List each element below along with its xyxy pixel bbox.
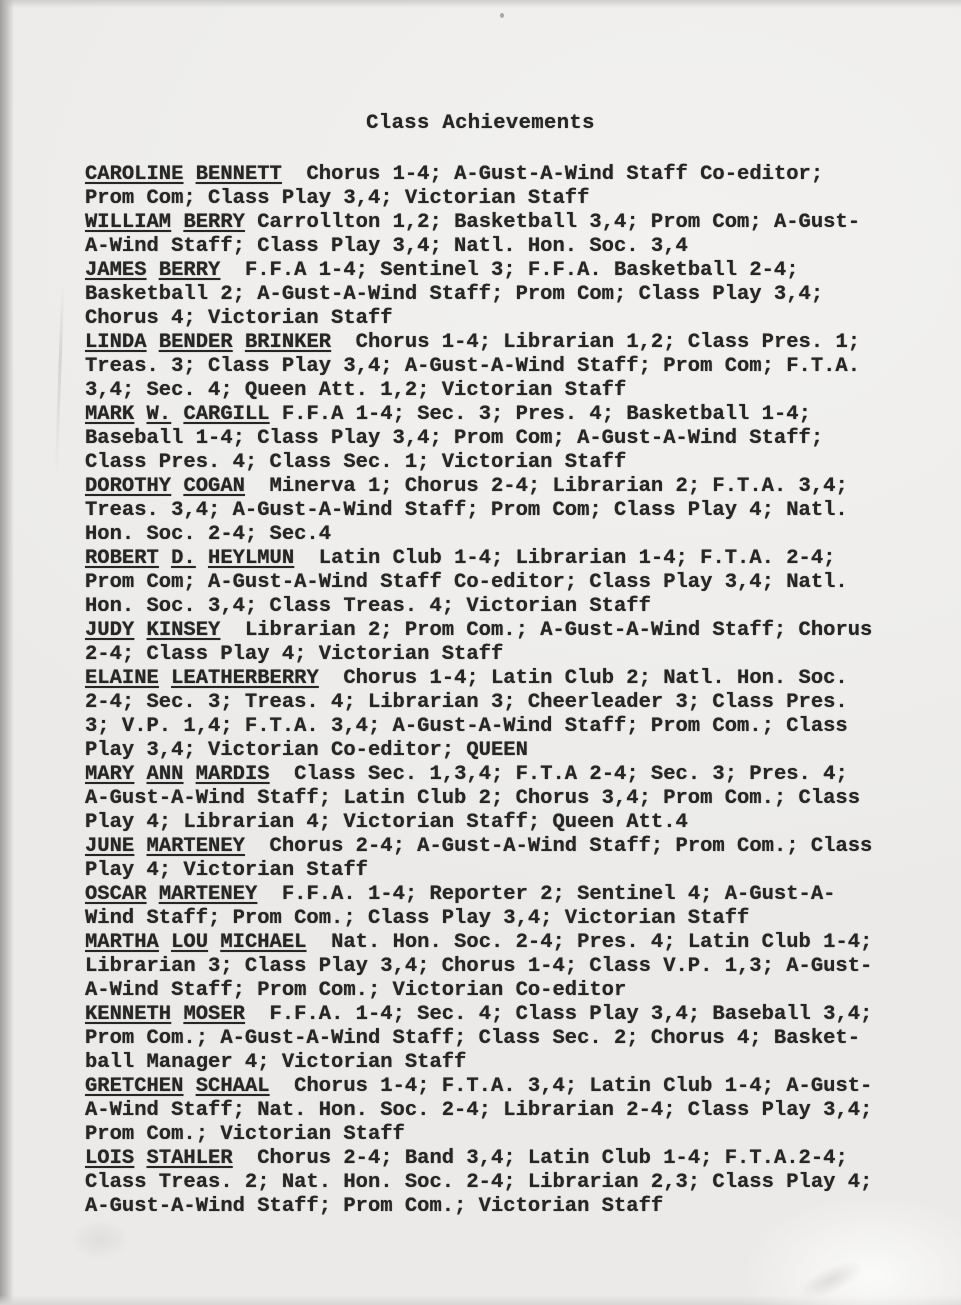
- entry-line: Prom Com.; Victorian Staff: [85, 1123, 405, 1146]
- scan-edge-left: [0, 0, 14, 1305]
- entry-line: OSCAR MARTENEY F.F.A. 1-4; Reporter 2; Sentinel 4; A-Gust-A-: [85, 883, 836, 906]
- student-name-word: OSCAR: [85, 883, 147, 906]
- achievement-entry: [85, 331, 921, 403]
- entry-line: Play 3,4; Victorian Co-editor; QUEEN: [85, 739, 528, 762]
- student-name-word: BERRY: [158, 259, 221, 282]
- achievement-entry: [85, 211, 921, 259]
- student-name-word: SCHAAL: [195, 1075, 270, 1098]
- student-name-word: LINDA: [85, 331, 147, 354]
- entry-line: DOROTHY COGAN Minerva 1; Chorus 2-4; Librarian 2; F.T.A. 3,4;: [85, 475, 848, 498]
- entry-line: Play 4; Victorian Staff: [85, 859, 368, 882]
- student-name-word: KINSEY: [146, 619, 221, 642]
- entry-line: JUDY KINSEY Librarian 2; Prom Com.; A-Gust-A-Wind Staff; Chorus: [85, 619, 873, 642]
- student-name: [85, 211, 245, 234]
- student-name: [85, 475, 245, 498]
- student-name: [85, 1003, 245, 1026]
- achievement-entry: [85, 547, 921, 619]
- achievement-entry: [85, 667, 921, 763]
- achievement-entry: [85, 403, 921, 475]
- entry-line: Class Treas. 2; Nat. Hon. Soc. 2-4; Librarian 2,3; Class Play 4;: [85, 1171, 873, 1194]
- student-name: [85, 835, 245, 858]
- entry-line: ELAINE LEATHERBERRY Chorus 1-4; Latin Club 2; Natl. Hon. Soc.: [85, 667, 848, 690]
- entry-line: 3,4; Sec. 4; Queen Att. 1,2; Victorian Staff: [85, 379, 627, 402]
- student-name-word: COGAN: [183, 475, 245, 498]
- student-name: [85, 259, 220, 282]
- student-name-word: CAROLINE: [85, 163, 184, 186]
- student-name-word: MARY: [85, 763, 135, 786]
- entry-line: Prom Com; A-Gust-A-Wind Staff Co-editor; Class Play 3,4; Natl.: [85, 571, 848, 594]
- student-name-word: D.: [171, 547, 196, 570]
- entry-line: ROBERT D. HEYLMUN Latin Club 1-4; Librarian 1-4; F.T.A. 2-4;: [85, 547, 836, 570]
- achievement-entry: [85, 163, 921, 211]
- entry-line: ball Manager 4; Victorian Staff: [85, 1051, 467, 1074]
- entry-line: MARY ANN MARDIS Class Sec. 1,3,4; F.T.A 2-4; Sec. 3; Pres. 4;: [85, 763, 848, 786]
- entry-line: MARTHA LOU MICHAEL Nat. Hon. Soc. 2-4; Pres. 4; Latin Club 1-4;: [85, 931, 873, 954]
- student-name-word: MARTENEY: [158, 883, 258, 906]
- entry-line: Prom Com.; A-Gust-A-Wind Staff; Class Sec. 2; Chorus 4; Basket-: [85, 1027, 861, 1050]
- achievement-entry: [85, 763, 921, 835]
- entry-line: WILLIAM BERRY Carrollton 1,2; Basketball 3,4; Prom Com; A-Gust-: [85, 211, 861, 234]
- entry-line: LOIS STAHLER Chorus 2-4; Band 3,4; Latin Club 1-4; F.T.A.2-4;: [85, 1147, 848, 1170]
- entry-line: Baseball 1-4; Class Play 3,4; Prom Com; A-Gust-A-Wind Staff;: [85, 427, 824, 450]
- paper-crease: [55, 285, 65, 475]
- entry-line: A-Wind Staff; Class Play 3,4; Natl. Hon. Soc. 3,4: [85, 235, 688, 258]
- student-name-word: BERRY: [183, 211, 245, 234]
- achievement-entry: [85, 835, 921, 883]
- student-name: [85, 1147, 233, 1170]
- student-name: [85, 163, 282, 186]
- entry-line: Hon. Soc. 3,4; Class Treas. 4; Victorian Staff: [85, 595, 651, 618]
- student-name-word: STAHLER: [146, 1147, 233, 1170]
- entry-line: MARK W. CARGILL F.F.A 1-4; Sec. 3; Pres. 4; Basketball 1-4;: [85, 403, 811, 426]
- student-name: [85, 667, 319, 690]
- scan-smudge-bottom-left: [70, 1220, 130, 1260]
- entry-line: Play 4; Librarian 4; Victorian Staff; Queen Att.4: [85, 811, 688, 834]
- student-name: [85, 619, 220, 642]
- entry-line: Wind Staff; Prom Com.; Class Play 3,4; Victorian Staff: [85, 907, 750, 930]
- student-name-word: MARTHA: [85, 931, 159, 954]
- student-name: [85, 331, 331, 354]
- student-name-word: BENNETT: [195, 163, 282, 186]
- student-name-word: GRETCHEN: [85, 1075, 184, 1098]
- entry-line: 2-4; Sec. 3; Treas. 4; Librarian 3; Cheerleader 3; Class Pres.: [85, 691, 848, 714]
- student-name-word: JUNE: [85, 835, 135, 858]
- entry-line: Treas. 3; Class Play 3,4; A-Gust-A-Wind Staff; Prom Com; F.T.A.: [85, 355, 861, 378]
- entry-line: Basketball 2; A-Gust-A-Wind Staff; Prom Com; Class Play 3,4;: [85, 283, 824, 306]
- student-name-word: WILLIAM: [85, 211, 172, 234]
- achievement-entry: [85, 1147, 921, 1219]
- student-name-word: MICHAEL: [220, 931, 307, 954]
- entry-line: Treas. 3,4; A-Gust-A-Wind Staff; Prom Com; Class Play 4; Natl.: [85, 499, 848, 522]
- entry-line: JUNE MARTENEY Chorus 2-4; A-Gust-A-Wind Staff; Prom Com.; Class: [85, 835, 873, 858]
- student-name-word: MARTENEY: [146, 835, 245, 858]
- entry-line: GRETCHEN SCHAAL Chorus 1-4; F.T.A. 3,4; Latin Club 1-4; A-Gust-: [85, 1075, 873, 1098]
- page-title: Class Achievements: [366, 112, 595, 135]
- student-name-word: ELAINE: [85, 667, 159, 690]
- entry-line: CAROLINE BENNETT Chorus 1-4; A-Gust-A-Wind Staff Co-editor;: [85, 163, 824, 186]
- entry-line: Class Pres. 4; Class Sec. 1; Victorian Staff: [85, 451, 627, 474]
- achievements-list: [85, 163, 921, 1219]
- student-name-word: JAMES: [85, 259, 147, 282]
- student-name: [85, 763, 270, 786]
- student-name: [85, 1075, 270, 1098]
- entry-line: A-Wind Staff; Nat. Hon. Soc. 2-4; Librarian 2-4; Class Play 3,4;: [85, 1099, 873, 1122]
- achievement-entry: [85, 475, 921, 547]
- entry-line: Prom Com; Class Play 3,4; Victorian Staff: [85, 187, 590, 210]
- student-name-word: JUDY: [85, 619, 135, 642]
- student-name-word: LOIS: [85, 1147, 135, 1170]
- student-name-word: HEYLMUN: [208, 547, 295, 570]
- student-name-word: CARGILL: [183, 403, 270, 426]
- achievement-entry: [85, 931, 921, 1003]
- student-name-word: BENDER: [158, 331, 233, 354]
- entry-line: Librarian 3; Class Play 3,4; Chorus 1-4; Class V.P. 1,3; A-Gust-: [85, 955, 873, 978]
- entry-line: KENNETH MOSER F.F.A. 1-4; Sec. 4; Class Play 3,4; Baseball 3,4;: [85, 1003, 873, 1026]
- entry-line: Chorus 4; Victorian Staff: [85, 307, 393, 330]
- student-name: [85, 931, 306, 954]
- student-name: [85, 403, 270, 426]
- student-name-word: LEATHERBERRY: [171, 667, 319, 690]
- student-name-word: ANN: [146, 763, 184, 786]
- entry-line: 3; V.P. 1,4; F.T.A. 3,4; A-Gust-A-Wind Staff; Prom Com.; Class: [85, 715, 848, 738]
- achievement-entry: [85, 259, 921, 331]
- student-name-word: MARDIS: [195, 763, 270, 786]
- student-name-word: ROBERT: [85, 547, 159, 570]
- entry-line: A-Wind Staff; Prom Com.; Victorian Co-editor: [85, 979, 627, 1002]
- student-name: [85, 547, 294, 570]
- student-name-word: BRINKER: [244, 331, 332, 354]
- student-name-word: KENNETH: [85, 1003, 172, 1026]
- scan-edge-bottom: [0, 1295, 961, 1305]
- student-name-word: MOSER: [183, 1003, 245, 1026]
- entry-line: 2-4; Class Play 4; Victorian Staff: [85, 643, 504, 666]
- scan-smudge-bottom-right: [794, 1253, 868, 1305]
- student-name: [85, 883, 257, 906]
- student-name-word: DOROTHY: [85, 475, 172, 498]
- achievement-entry: [85, 1075, 921, 1147]
- entry-line: LINDA BENDER BRINKER Chorus 1-4; Librarian 1,2; Class Pres. 1;: [85, 331, 861, 354]
- achievement-entry: [85, 619, 921, 667]
- achievement-entry: [85, 883, 921, 931]
- entry-line: A-Gust-A-Wind Staff; Prom Com.; Victorian Staff: [85, 1195, 664, 1218]
- entry-line: A-Gust-A-Wind Staff; Latin Club 2; Chorus 3,4; Prom Com.; Class: [85, 787, 861, 810]
- student-name-word: MARK: [85, 403, 135, 426]
- entry-line: JAMES BERRY F.F.A 1-4; Sentinel 3; F.F.A. Basketball 2-4;: [85, 259, 799, 282]
- student-name-word: W.: [146, 403, 172, 426]
- achievement-entry: [85, 1003, 921, 1075]
- entry-line: Hon. Soc. 2-4; Sec.4: [85, 523, 332, 546]
- student-name-word: LOU: [171, 931, 209, 954]
